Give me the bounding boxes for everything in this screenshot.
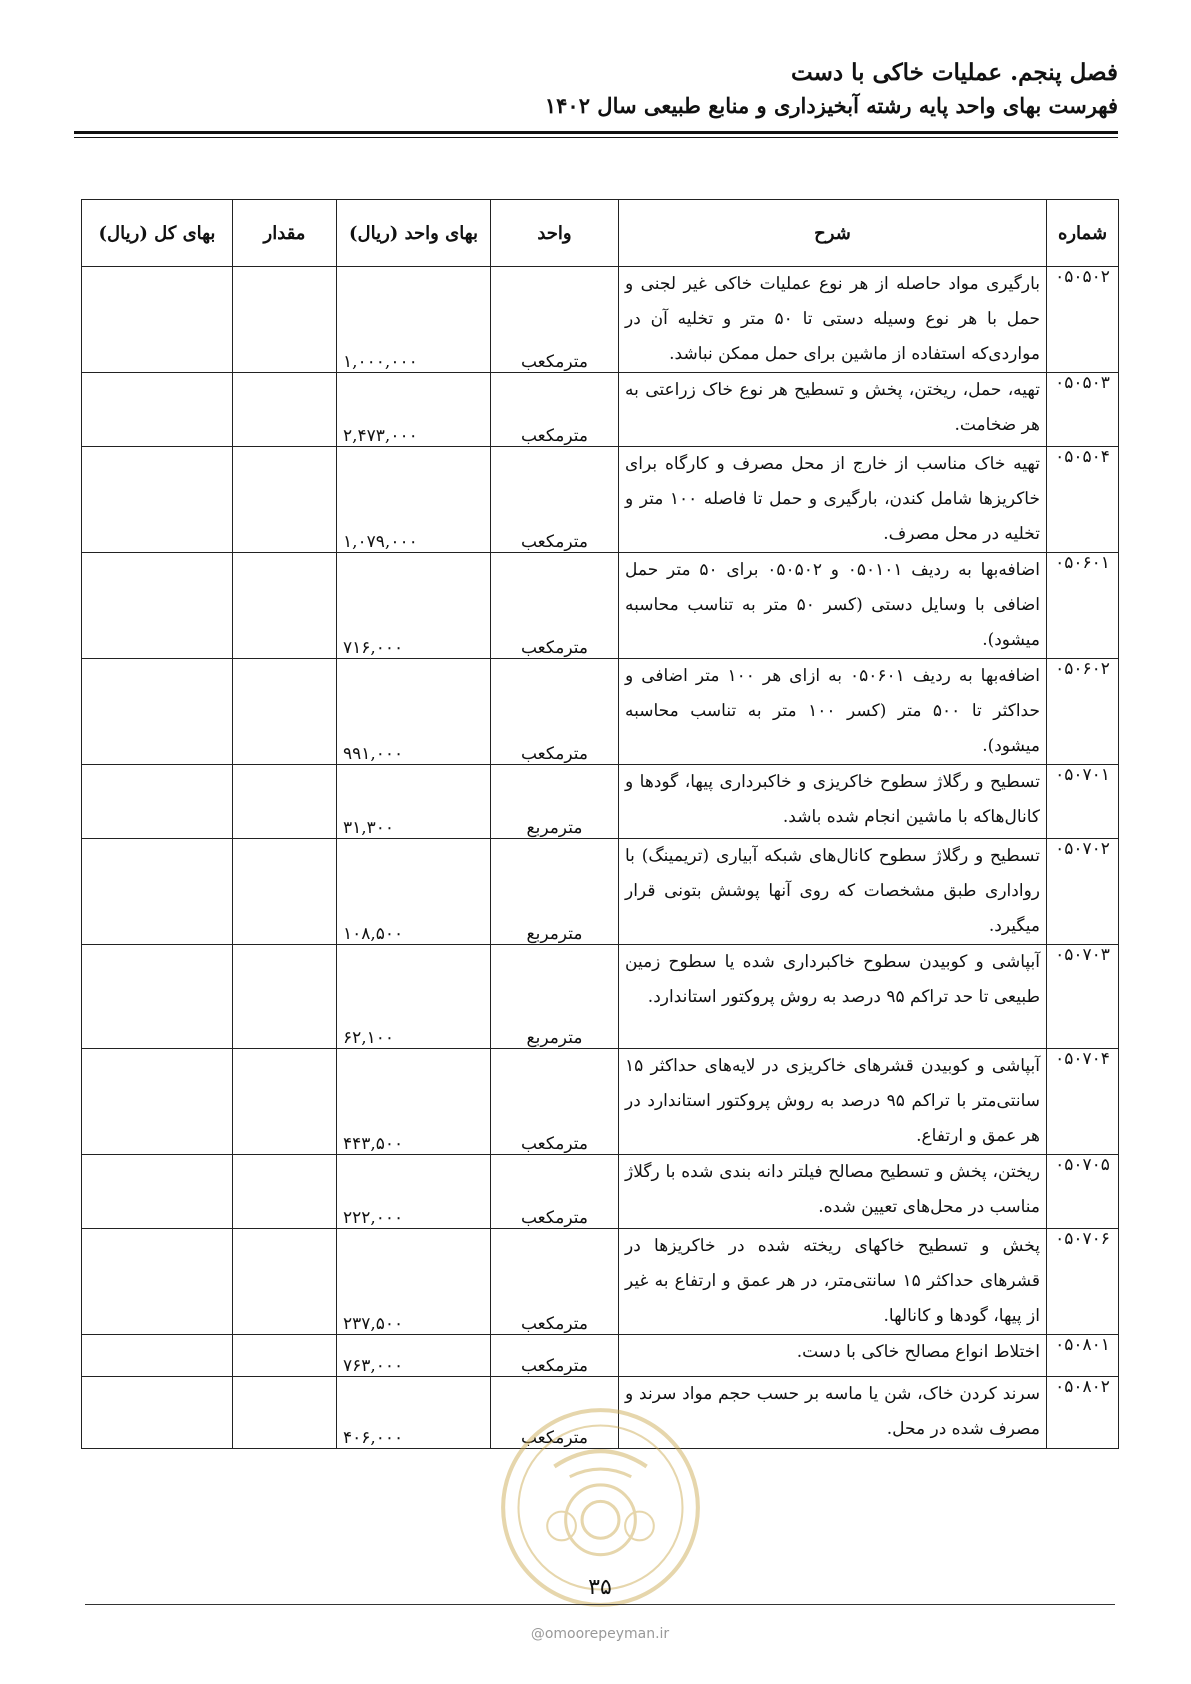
row-total <box>82 553 233 659</box>
row-code: ۰۵۰۷۰۳ <box>1047 945 1119 1049</box>
row-unit-price: ۲,۴۷۳,۰۰۰ <box>337 373 491 447</box>
row-quantity <box>233 373 337 447</box>
row-description: ریختن، پخش و تسطیح مصالح فیلتر دانه بندی شده با رگلاژ مناسب در محل‌های تعیین شده. <box>619 1155 1047 1229</box>
row-total <box>82 1377 233 1449</box>
row-unit-price: ۲۲۲,۰۰۰ <box>337 1155 491 1229</box>
row-total <box>82 659 233 765</box>
row-unit: مترمکعب <box>491 267 619 373</box>
row-quantity <box>233 659 337 765</box>
row-unit-price: ۹۹۱,۰۰۰ <box>337 659 491 765</box>
row-total <box>82 1335 233 1377</box>
row-total <box>82 765 233 839</box>
row-description: تسطیح و رگلاژ سطوح خاکریزی و خاکبرداری پیها، گودها و کانال‌ها‌که با ماشین انجام شده باشد. <box>619 765 1047 839</box>
table-row <box>82 373 1119 447</box>
table-row <box>82 659 1119 765</box>
table-row <box>82 1229 1119 1335</box>
row-unit: مترمکعب <box>491 553 619 659</box>
row-unit-price: ۳۱,۳۰۰ <box>337 765 491 839</box>
row-quantity <box>233 1335 337 1377</box>
col-header-unit: واحد <box>491 200 619 267</box>
row-unit: مترمکعب <box>491 447 619 553</box>
header-rule-thick <box>74 131 1118 134</box>
row-quantity <box>233 839 337 945</box>
row-unit: مترمکعب <box>491 373 619 447</box>
row-code: ۰۵۰۶۰۱ <box>1047 553 1119 659</box>
price-table <box>81 199 1119 1449</box>
row-description: سرند کردن خاک، شن یا ماسه بر حسب حجم مواد سرند و مصرف شده در محل. <box>619 1377 1047 1449</box>
row-total <box>82 1155 233 1229</box>
row-unit: مترمکعب <box>491 1377 619 1449</box>
row-code: ۰۵۰۷۰۵ <box>1047 1155 1119 1229</box>
row-description: پخش و تسطیح خاکهای ریخته شده در خاکریزها در قشرهای حداکثر ۱۵ سانتی‌متر، در هر عمق و ارتفاع به غیر از پیها، گودها و کانالها. <box>619 1229 1047 1335</box>
table-row <box>82 839 1119 945</box>
row-unit: مترمکعب <box>491 1229 619 1335</box>
row-total <box>82 945 233 1049</box>
row-description: آبپاشی و کوبیدن قشرهای خاکریزی در لایه‌های حداکثر ۱۵ سانتی‌متر با تراکم ۹۵ درصد به روش پروکتور استاندارد در هر عمق و ارتفاع. <box>619 1049 1047 1155</box>
row-quantity <box>233 553 337 659</box>
row-unit-price: ۴۰۶,۰۰۰ <box>337 1377 491 1449</box>
row-total <box>82 447 233 553</box>
row-unit-price: ۴۴۳,۵۰۰ <box>337 1049 491 1155</box>
row-unit: مترمربع <box>491 839 619 945</box>
row-description: اختلاط انواع مصالح خاکی با دست. <box>619 1335 1047 1377</box>
row-total <box>82 373 233 447</box>
row-description: آبپاشی و کوبیدن سطوح خاکبرداری شده یا سطوح زمین طبیعی تا حد تراکم ۹۵ درصد به روش پروکتور استاندارد. <box>619 945 1047 1049</box>
watermark-text: @omoorepeyman.ir <box>530 1626 670 1642</box>
row-unit-price: ۷۱۶,۰۰۰ <box>337 553 491 659</box>
row-quantity <box>233 1229 337 1335</box>
row-description: اضافه‌بها به ردیف ۰۵۰۱۰۱ و ۰۵۰۵۰۲ برای ۵۰ متر حمل اضافی با وسایل دستی (کسر ۵۰ متر به تناسب محاسبه میشود). <box>619 553 1047 659</box>
row-unit-price: ۱,۰۰۰,۰۰۰ <box>337 267 491 373</box>
row-unit: مترمکعب <box>491 659 619 765</box>
table-row <box>82 1049 1119 1155</box>
row-total <box>82 839 233 945</box>
document-subtitle: فهرست بهای واحد پایه رشته آبخیزداری و منابع طبیعی سال ۱۴۰۲ <box>544 93 1118 118</box>
table-header-row <box>82 200 1119 267</box>
table-row <box>82 447 1119 553</box>
row-quantity <box>233 1049 337 1155</box>
row-code: ۰۵۰۷۰۶ <box>1047 1229 1119 1335</box>
row-code: ۰۵۰۵۰۳ <box>1047 373 1119 447</box>
table-row <box>82 945 1119 1049</box>
row-unit: مترمربع <box>491 765 619 839</box>
col-header-total: بهای کل (ریال) <box>82 200 233 267</box>
col-header-desc: شرح <box>619 200 1047 267</box>
chapter-title: فصل پنجم. عملیات خاکی با دست <box>791 59 1118 86</box>
row-code: ۰۵۰۸۰۱ <box>1047 1335 1119 1377</box>
header-rule-thin <box>74 137 1118 138</box>
row-unit: مترمکعب <box>491 1335 619 1377</box>
table-row <box>82 1335 1119 1377</box>
row-quantity <box>233 945 337 1049</box>
row-unit: مترمربع <box>491 945 619 1049</box>
row-code: ۰۵۰۶۰۲ <box>1047 659 1119 765</box>
row-description: تهیه خاک مناسب از خارج از محل مصرف و کارگاه برای خاکریزها شامل کندن، بارگیری و حمل تا فاصله ۱۰۰ متر و تخلیه در محل مصرف. <box>619 447 1047 553</box>
row-unit-price: ۲۳۷,۵۰۰ <box>337 1229 491 1335</box>
footer-rule <box>85 1604 1115 1605</box>
row-description: تهیه، حمل، ریختن، پخش و تسطیح هر نوع خاک زراعتی به هر ضخامت. <box>619 373 1047 447</box>
page-number: ۳۵ <box>588 1575 612 1600</box>
page-header <box>74 56 1118 122</box>
table-row <box>82 553 1119 659</box>
row-description: اضافه‌بها به ردیف ۰۵۰۶۰۱ به ازای هر ۱۰۰ متر اضافی و حداکثر تا ۵۰۰ متر (کسر ۱۰۰ متر به تناسب محاسبه میشود). <box>619 659 1047 765</box>
row-quantity <box>233 765 337 839</box>
row-code: ۰۵۰۷۰۲ <box>1047 839 1119 945</box>
row-quantity <box>233 447 337 553</box>
row-quantity <box>233 1155 337 1229</box>
row-code: ۰۵۰۷۰۴ <box>1047 1049 1119 1155</box>
col-header-qty: مقدار <box>233 200 337 267</box>
row-description: تسطیح و رگلاژ سطوح کانال‌های شبکه آبیاری (تریمینگ) با رواداری طبق مشخصات که روی آنها پوشش بتونی قرار میگیرد. <box>619 839 1047 945</box>
row-unit: مترمکعب <box>491 1049 619 1155</box>
row-unit-price: ۶۲,۱۰۰ <box>337 945 491 1049</box>
row-code: ۰۵۰۸۰۲ <box>1047 1377 1119 1449</box>
row-quantity <box>233 1377 337 1449</box>
row-code: ۰۵۰۵۰۲ <box>1047 267 1119 373</box>
table-row <box>82 765 1119 839</box>
row-unit-price: ۱,۰۷۹,۰۰۰ <box>337 447 491 553</box>
table-row <box>82 267 1119 373</box>
col-header-unit-price: بهای واحد (ریال) <box>337 200 491 267</box>
col-header-code: شماره <box>1047 200 1119 267</box>
row-description: بارگیری مواد حاصله از هر نوع عملیات خاکی غیر لجنی و حمل با هر نوع وسیله دستی تا ۵۰ متر و تخلیه آن در مواردی‌که استفاده از ماشین برای حمل ممکن نباشد. <box>619 267 1047 373</box>
row-code: ۰۵۰۷۰۱ <box>1047 765 1119 839</box>
row-total <box>82 1229 233 1335</box>
row-total <box>82 267 233 373</box>
row-total <box>82 1049 233 1155</box>
row-code: ۰۵۰۵۰۴ <box>1047 447 1119 553</box>
table-row <box>82 1155 1119 1229</box>
row-unit: مترمکعب <box>491 1155 619 1229</box>
row-unit-price: ۱۰۸,۵۰۰ <box>337 839 491 945</box>
row-unit-price: ۷۶۳,۰۰۰ <box>337 1335 491 1377</box>
row-quantity <box>233 267 337 373</box>
